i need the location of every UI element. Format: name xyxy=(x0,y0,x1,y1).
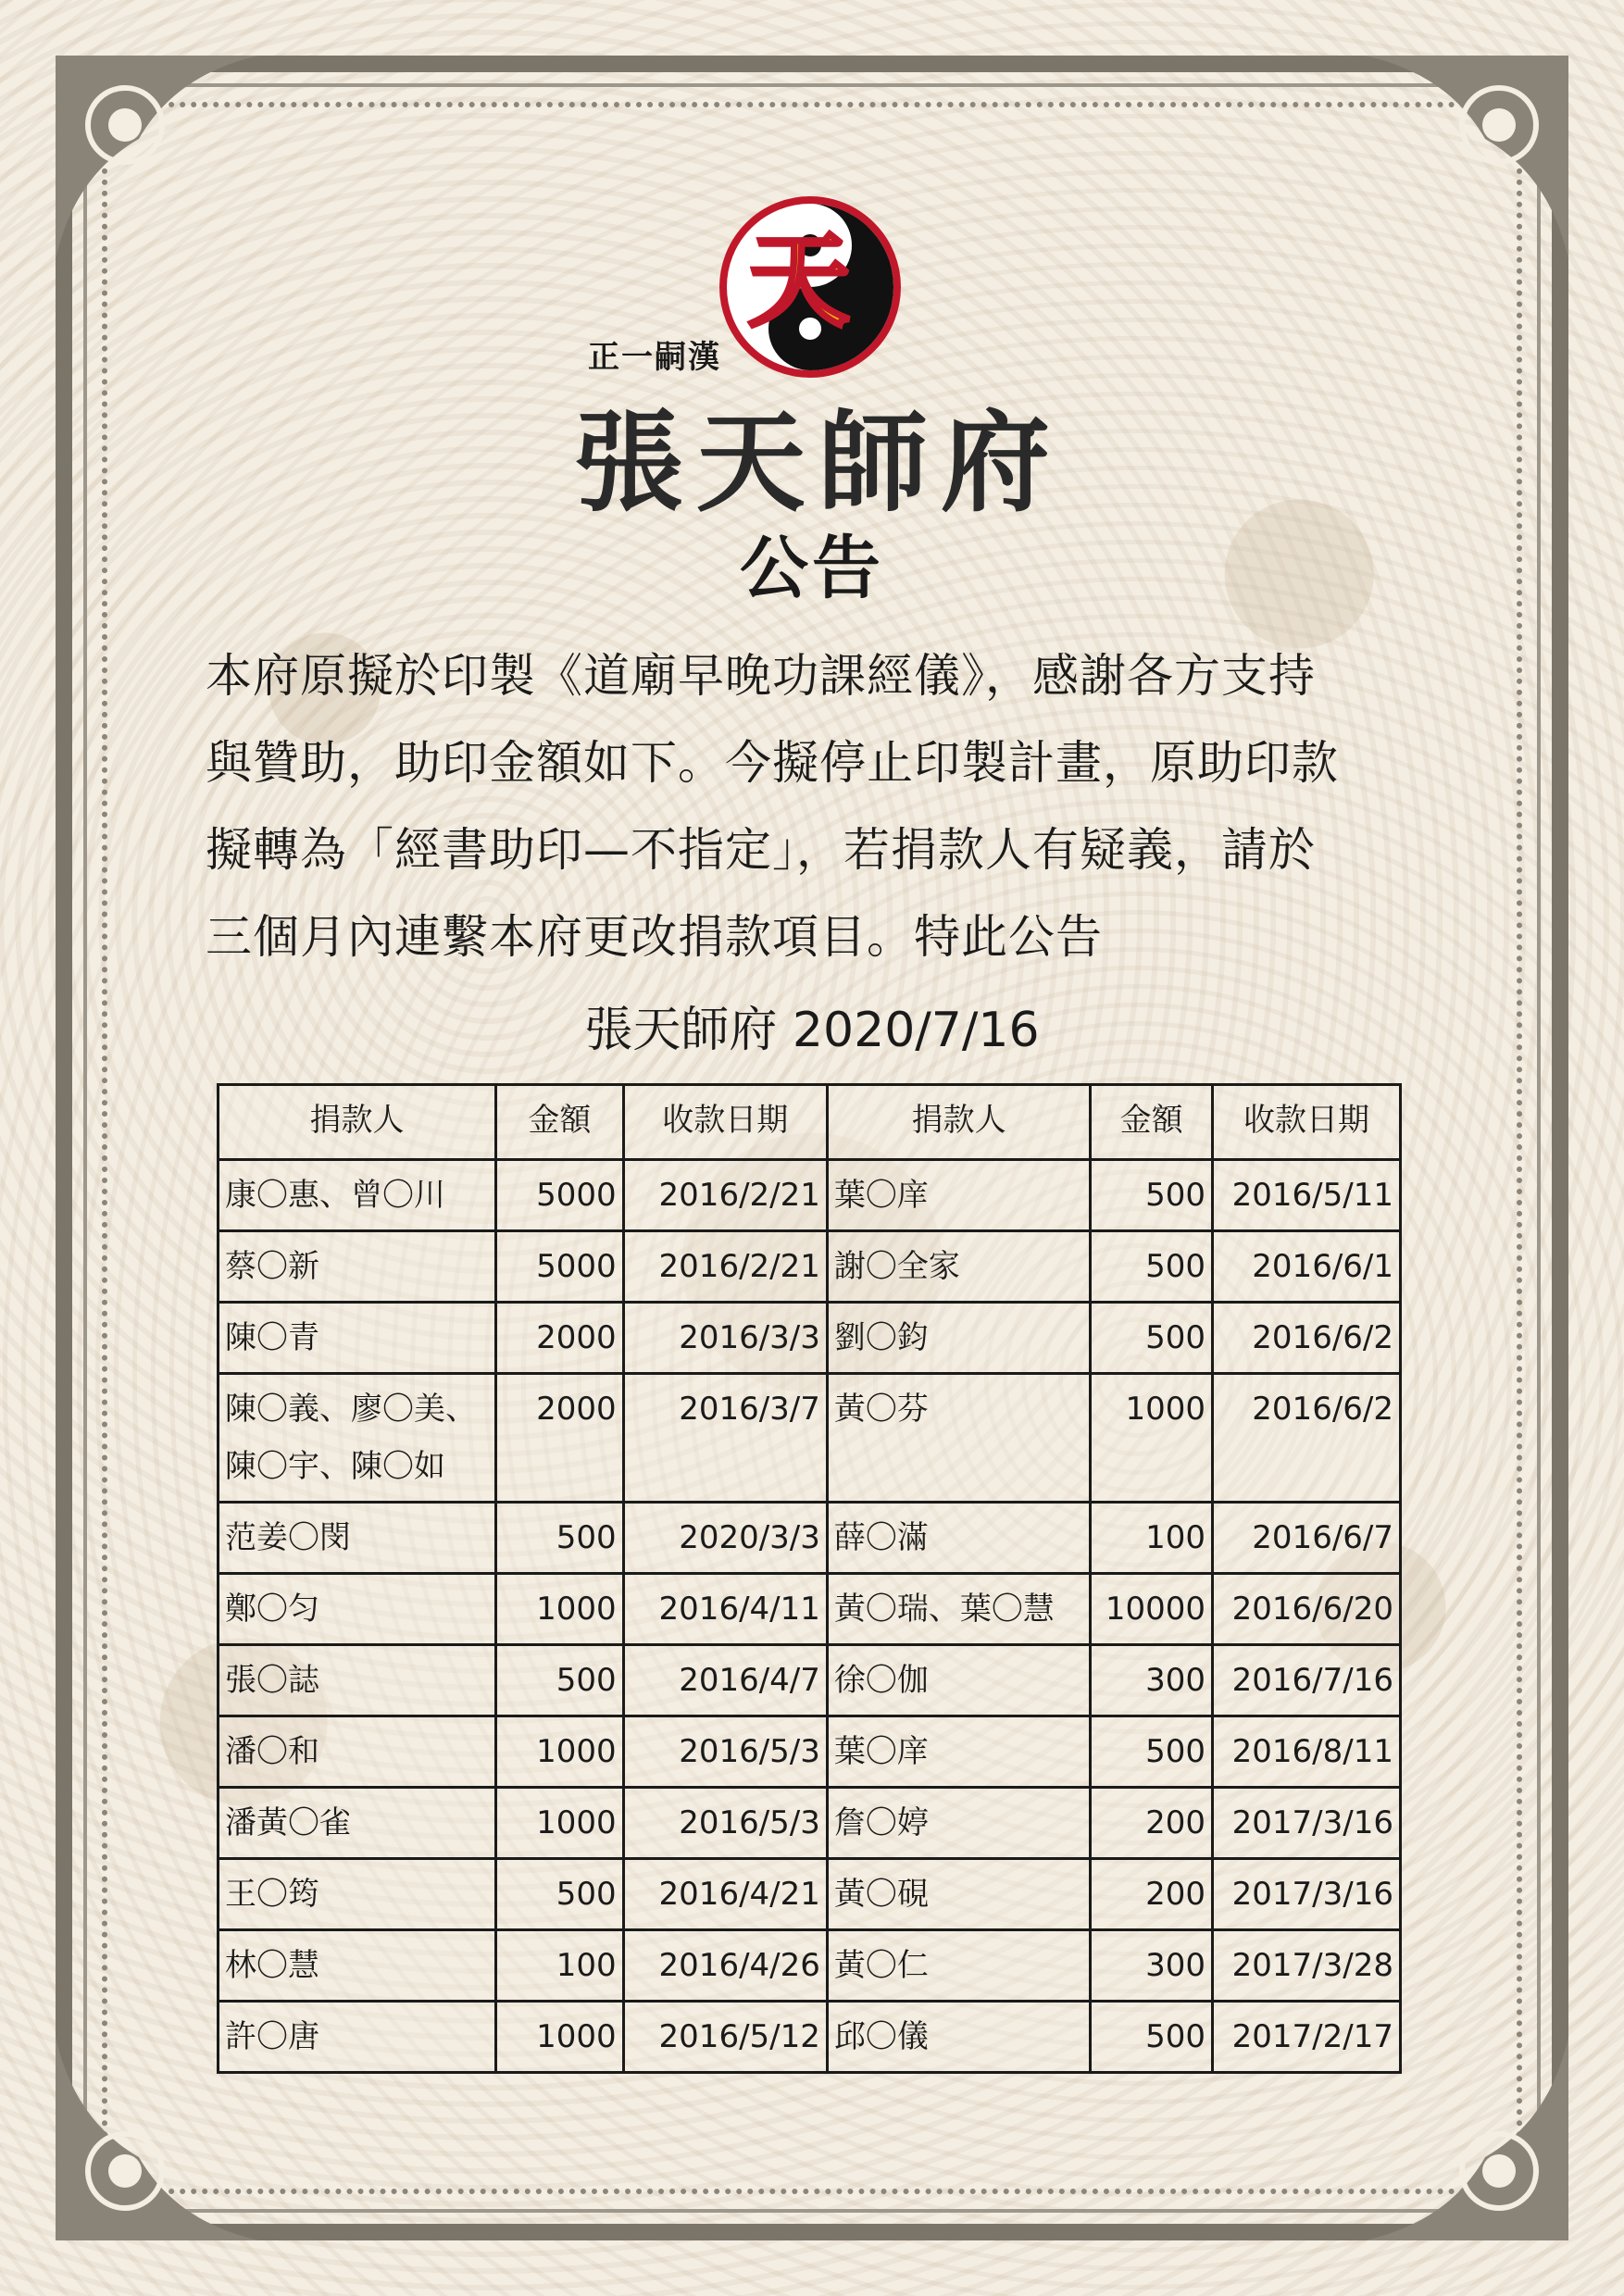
amount-cell: 300 xyxy=(1091,1645,1213,1716)
table-row xyxy=(219,1160,1401,1231)
donor-name-cell: 葉〇庠 xyxy=(827,1160,1090,1231)
body-line: 與贊助，助印金額如下。今擬停止印製計畫，原助印款 xyxy=(206,736,1339,790)
donor-name-cell: 潘黃〇雀 xyxy=(219,1788,496,1859)
amount-cell: 500 xyxy=(1091,1716,1213,1788)
table-row xyxy=(219,2002,1401,2073)
amount-cell: 300 xyxy=(1091,1930,1213,2002)
table-row xyxy=(219,1231,1401,1303)
date-cell: 2016/5/11 xyxy=(1213,1160,1401,1231)
amount-cell: 5000 xyxy=(496,1231,624,1303)
donation-table xyxy=(217,1083,1402,2074)
date-cell: 2016/6/20 xyxy=(1213,1574,1401,1645)
donor-name-cell: 范姜〇閔 xyxy=(219,1503,496,1574)
date-cell: 2016/5/3 xyxy=(623,1716,827,1788)
donor-name-cell: 林〇慧 xyxy=(219,1930,496,2002)
page-title: 公告 xyxy=(740,529,884,608)
body-line: 三個月內連繫本府更改捐款項目。特此公告 xyxy=(206,910,1103,964)
signature-date: 張天師府 2020/7/16 xyxy=(584,1003,1040,1058)
date-cell: 2016/2/21 xyxy=(623,1160,827,1231)
donor-name-cell: 黃〇芬 xyxy=(827,1374,1090,1503)
date-cell: 2016/4/11 xyxy=(623,1574,827,1645)
donor-name-cell: 鄭〇匀 xyxy=(219,1574,496,1645)
amount-cell: 1000 xyxy=(496,2002,624,2073)
donor-name-cell: 蔡〇新 xyxy=(219,1231,496,1303)
amount-cell: 200 xyxy=(1091,1788,1213,1859)
amount-cell: 100 xyxy=(1091,1503,1213,1574)
amount-cell: 500 xyxy=(496,1503,624,1574)
amount-cell: 100 xyxy=(496,1930,624,2002)
table-row xyxy=(219,1859,1401,1930)
date-cell: 2016/8/11 xyxy=(1213,1716,1401,1788)
date-cell: 2017/2/17 xyxy=(1213,2002,1401,2073)
table-row xyxy=(219,1503,1401,1574)
body-line: 擬轉為「經書助印—不指定」，若捐款人有疑義，請於 xyxy=(206,823,1316,877)
amount-cell: 2000 xyxy=(496,1374,624,1503)
brand-subtitle: 正一嗣漢 xyxy=(588,339,721,376)
date-cell: 2016/4/7 xyxy=(623,1645,827,1716)
date-cell: 2017/3/28 xyxy=(1213,1930,1401,2002)
donor-name-cell: 潘〇和 xyxy=(219,1716,496,1788)
donor-name-cell: 黃〇瑞、葉〇慧 xyxy=(827,1574,1090,1645)
table-row xyxy=(219,1303,1401,1374)
donor-name-cell: 許〇唐 xyxy=(219,2002,496,2073)
date-cell: 2016/5/3 xyxy=(623,1788,827,1859)
amount-cell: 1000 xyxy=(496,1574,624,1645)
table-row xyxy=(219,1716,1401,1788)
donor-name-cell: 陳〇青 xyxy=(219,1303,496,1374)
date-cell: 2016/6/2 xyxy=(1213,1303,1401,1374)
announcement-body xyxy=(206,632,1428,980)
header-amount: 金額 xyxy=(1091,1085,1213,1160)
donor-name-cell: 張〇誌 xyxy=(219,1645,496,1716)
taiji-logo xyxy=(718,194,903,380)
date-cell: 2016/2/21 xyxy=(623,1231,827,1303)
header-donor: 捐款人 xyxy=(219,1085,496,1160)
donor-name-cell: 王〇筠 xyxy=(219,1859,496,1930)
donation-table-body xyxy=(219,1160,1401,2073)
amount-cell: 1000 xyxy=(1091,1374,1213,1503)
donor-name-cell: 黃〇仁 xyxy=(827,1930,1090,2002)
amount-cell: 2000 xyxy=(496,1303,624,1374)
amount-cell: 500 xyxy=(1091,2002,1213,2073)
donor-name-cell: 黃〇硯 xyxy=(827,1859,1090,1930)
header-date: 收款日期 xyxy=(1213,1085,1401,1160)
date-cell: 2017/3/16 xyxy=(1213,1859,1401,1930)
donor-name-cell: 謝〇全家 xyxy=(827,1231,1090,1303)
amount-cell: 5000 xyxy=(496,1160,624,1231)
date-cell: 2016/3/7 xyxy=(623,1374,827,1503)
date-cell: 2016/5/12 xyxy=(623,2002,827,2073)
body-line: 本府原擬於印製《道廟早晚功課經儀》，感謝各方支持 xyxy=(206,649,1316,703)
donor-name-cell: 陳〇義、廖〇美、陳〇宇、陳〇如 xyxy=(219,1374,496,1503)
date-cell: 2016/3/3 xyxy=(623,1303,827,1374)
table-row xyxy=(219,1930,1401,2002)
header-date: 收款日期 xyxy=(623,1085,827,1160)
date-cell: 2016/6/1 xyxy=(1213,1231,1401,1303)
donor-name-cell: 劉〇鈞 xyxy=(827,1303,1090,1374)
corner-ornament-icon xyxy=(1346,37,1587,278)
amount-cell: 500 xyxy=(1091,1160,1213,1231)
table-row xyxy=(219,1645,1401,1716)
donor-name-cell: 葉〇庠 xyxy=(827,1716,1090,1788)
amount-cell: 500 xyxy=(1091,1231,1213,1303)
amount-cell: 10000 xyxy=(1091,1574,1213,1645)
corner-ornament-icon xyxy=(37,37,278,278)
donor-name-cell: 薛〇滿 xyxy=(827,1503,1090,1574)
donor-name-cell: 康〇惠、曾〇川 xyxy=(219,1160,496,1231)
donor-name-cell: 徐〇伽 xyxy=(827,1645,1090,1716)
date-cell: 2016/6/2 xyxy=(1213,1374,1401,1503)
date-cell: 2016/6/7 xyxy=(1213,1503,1401,1574)
date-cell: 2016/4/21 xyxy=(623,1859,827,1930)
table-row xyxy=(219,1574,1401,1645)
date-cell: 2016/4/26 xyxy=(623,1930,827,2002)
table-header-row xyxy=(219,1085,1401,1160)
brand-name: 張天師府 xyxy=(574,398,1064,527)
amount-cell: 500 xyxy=(496,1859,624,1930)
donor-name-cell: 詹〇婷 xyxy=(827,1788,1090,1859)
table-row xyxy=(219,1788,1401,1859)
date-cell: 2017/3/16 xyxy=(1213,1788,1401,1859)
date-cell: 2016/7/16 xyxy=(1213,1645,1401,1716)
amount-cell: 500 xyxy=(1091,1303,1213,1374)
amount-cell: 1000 xyxy=(496,1788,624,1859)
amount-cell: 200 xyxy=(1091,1859,1213,1930)
date-cell: 2020/3/3 xyxy=(623,1503,827,1574)
table-row xyxy=(219,1374,1401,1503)
amount-cell: 500 xyxy=(496,1645,624,1716)
header-amount: 金額 xyxy=(496,1085,624,1160)
amount-cell: 1000 xyxy=(496,1716,624,1788)
donor-name-cell: 邱〇儀 xyxy=(827,2002,1090,2073)
svg-text:天: 天 xyxy=(748,221,850,341)
header-donor: 捐款人 xyxy=(827,1085,1090,1160)
